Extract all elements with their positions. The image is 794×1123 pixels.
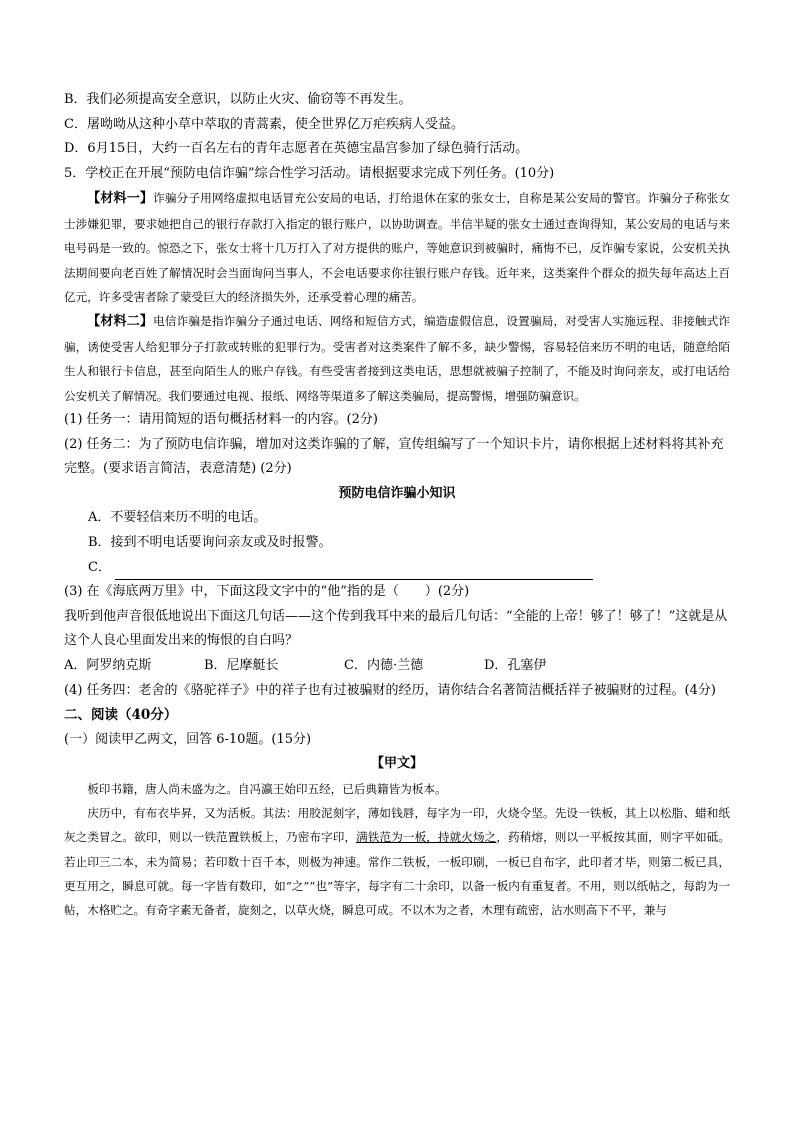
option-c: C．屠呦呦从这种小草中萃取的青蒿素，使全世界亿万疟疾病人受益。 <box>64 116 464 132</box>
passage-jia-paragraph-1: 板印书籍，唐人尚未盛为之。自冯瀛王始印五经，已后典籍皆为板本。 <box>87 781 447 796</box>
material-one-text: 诈骗分子用网络虚拟电话冒充公安局的电话，打给退休在家的张女士，自称是某公安局的警官。诈骗分子称张女士涉嫌犯罪，要求她把自己的银行存款打入指定的银行账户，以协助调查。半信半疑的张女士通过查询得知，某公安局的电话与来电号码是一致的。惊恐之下，张女士将十几万打入了对方提供的账户，等她意识到被骗时，痛悔不已，反诈骗专家说，公安机关执法期间要向老百姓了解情况时会当面询问当事人，不会电话要求你往银行账户存钱。近年来，这类案件个群众的损失每年高达上百亿元，许多受害者除了蒙受巨大的经济损失外，还承受着心理的痛苦。 <box>64 191 730 304</box>
task-3-options <box>64 654 730 679</box>
answer-blank[interactable] <box>115 565 593 580</box>
passage-text-a: 庆历中，有布衣毕昇，又为活板。其法：用胶泥刻字，薄如钱唇，每字为一印，火烧令坚。先设一铁板，其上以松脂、蜡和纸灰之类冒之。欲印，则以一铁范置铁板上，乃密布字印， <box>64 806 730 845</box>
material-one-label: 【材料一】 <box>87 191 154 207</box>
passage-jia-title: 【甲文】 <box>370 756 423 772</box>
card-item-c-label: C． <box>88 559 111 575</box>
passage-text-b: ，药稍熔，则以一平板按其面，则字平如砥。若止印三二本，未为简易；若印数十百千本，则极为神速。常作二铁板，一板印刷，一板已自布字，此印者才毕，则第二板已具，更互用之，瞬息可就。每一字皆有数印，如“之”“也”等字，每字有二十余印，以备一板内有重复者。不用，则以纸帖之，每韵为一帖，木格贮之。有奇字素无备者，旋刻之，以草火烧，瞬息可成。不以木为之者，木理有疏密，沾水则高下不平，兼与 <box>64 830 730 917</box>
task-3: (3) 在《海底两万里》中，下面这段文字中的“他”指的是（ ）(2分) <box>64 584 470 600</box>
card-item-b: B．接到不明电话要询问亲友或及时报警。 <box>88 535 332 550</box>
material-one <box>64 186 730 309</box>
passage-jia-paragraph-2 <box>64 801 730 922</box>
card-title: 预防电信诈骗小知识 <box>338 485 456 501</box>
task-3-quote: 我听到他声音很低地说出下面这几句话——这个传到我耳中来的最后几句话：“全能的上帝！够了！够了！”这就是从这个人良心里面发出来的悔恨的自白吗？ <box>64 608 728 649</box>
material-two <box>64 309 730 408</box>
underlined-sentence: 满铁范为一板，持就火炀之 <box>356 830 497 845</box>
material-two-text: 电信诈骗是指诈骗分子通过电话、网络和短信方式，编造虚假信息，设置骗局，对受害人实施远程、非接触式诈骗，诱使受害人给犯罪分子打款或转账的犯罪行为。受害者对这类案件了解不多，缺少警惕，容易轻信来历不明的电话，随意给陌生人和银行卡信息，甚至向陌生人的账户存钱。有些受害者接到这类电话，思想就被骗子控制了，不能及时询问亲友，或打电话给公安机关了解情况。我们要通过电视、报纸、网络等渠道多了解这类骗局，提高警惕，增强防骗意识。 <box>64 314 730 403</box>
task-1: (1) 任务一：请用简短的语句概括材料一的内容。(2分) <box>64 412 378 428</box>
subsection-1-heading: (一）阅读甲乙两文，回答 6-10题。(15分) <box>64 731 312 747</box>
choice-c[interactable]: C．内德·兰德 <box>344 657 424 673</box>
choice-b[interactable]: B．尼摩艇长 <box>204 657 279 673</box>
question-5: 5．学校正在开展“预防电信诈骗”综合性学习活动。请根据要求完成下列任务。(10分) <box>64 165 555 181</box>
option-b: B．我们必须提高安全意识，以防止火灾、偷窃等不再发生。 <box>64 92 412 107</box>
card-item-c <box>64 556 730 581</box>
task-4: (4) 任务四：老舍的《骆驼祥子》中的祥子也有过被骗财的经历，请你结合名著简洁概括祥子被骗财的过程。(4分) <box>64 682 716 698</box>
task-2: (2) 任务二：为了预防电信诈骗，增加对这类诈骗的了解，宣传组编写了一个知识卡片，请你根据上述材料将其补充完整。(要求语言简洁，表意清楚) (2分) <box>64 436 724 477</box>
option-d: D．6月15日，大约一百名左右的青年志愿者在英德宝晶宫参加了绿色骑行活动。 <box>64 141 529 157</box>
choice-a[interactable]: A．阿罗纳克斯 <box>64 657 152 673</box>
choice-d[interactable]: D．孔塞伊 <box>484 657 547 673</box>
material-two-label: 【材料二】 <box>87 314 154 330</box>
section-2-heading: 二、阅读（40分） <box>64 707 178 724</box>
card-item-a: A．不要轻信来历不明的电话。 <box>88 510 267 526</box>
